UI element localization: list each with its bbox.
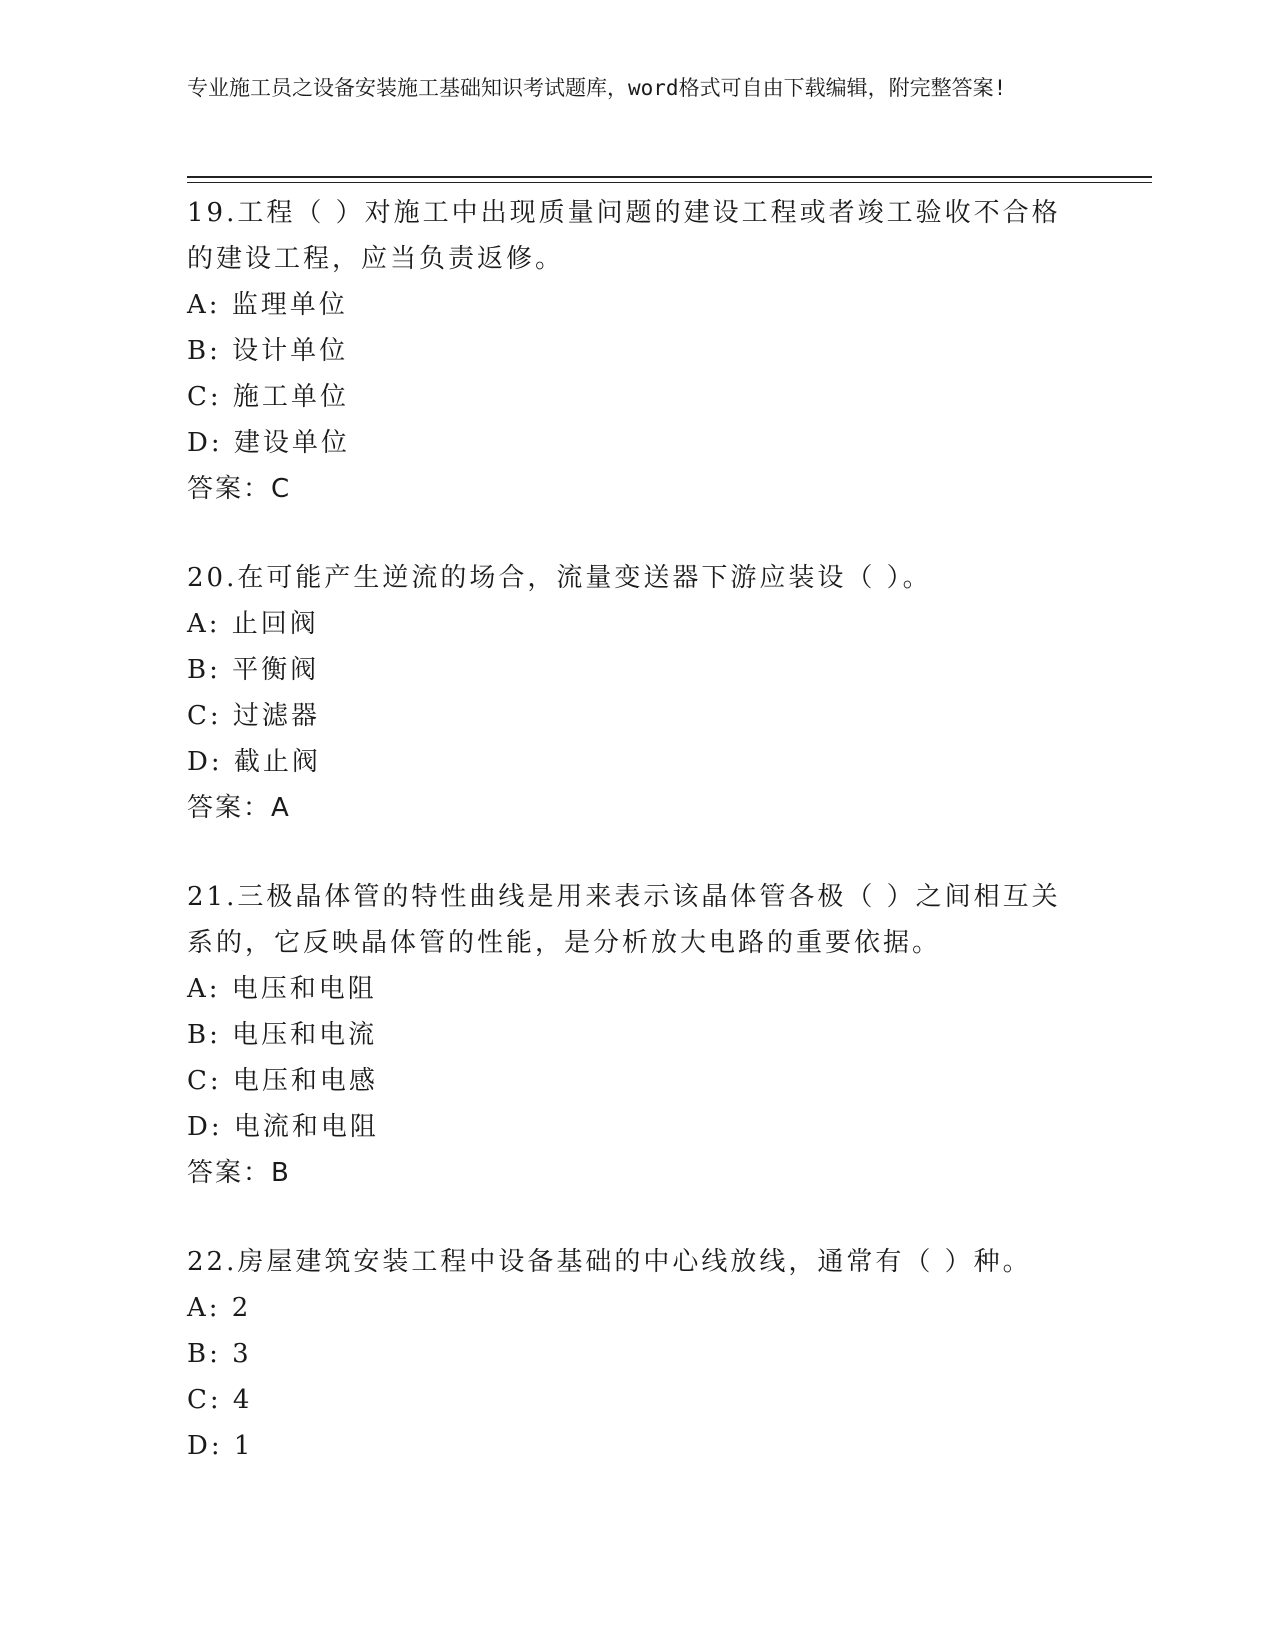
header-note: 专业施工员之设备安装施工基础知识考试题库，word格式可自由下载编辑，附完整答案! bbox=[187, 76, 1007, 100]
option-c: C: 电压和电感 bbox=[187, 1066, 378, 1096]
question-19 bbox=[187, 190, 1067, 512]
option-a: A: 电压和电阻 bbox=[187, 974, 377, 1004]
option-a: A: 止回阀 bbox=[187, 609, 319, 639]
question-stem: 22.房屋建筑安装工程中设备基础的中心线放线，通常有（ ）种。 bbox=[187, 1247, 1032, 1277]
option-b: B: 3 bbox=[187, 1339, 252, 1369]
question-21 bbox=[187, 874, 1067, 1196]
option-c: C: 4 bbox=[187, 1385, 253, 1415]
option-a: A: 2 bbox=[187, 1293, 252, 1323]
question-stem: 21.三极晶体管的特性曲线是用来表示该晶体管各极（ ）之间相互关系的，它反映晶体管的性能，是分析放大电路的重要依据。 bbox=[187, 882, 1061, 958]
question-stem: 20.在可能产生逆流的场合，流量变送器下游应装设（ ）。 bbox=[187, 563, 932, 593]
option-d: D: 1 bbox=[187, 1431, 254, 1461]
option-c: C: 过滤器 bbox=[187, 701, 320, 731]
answer: 答案：A bbox=[187, 793, 291, 823]
question-stem: 19.工程（ ）对施工中出现质量问题的建设工程或者竣工验收不合格的建设工程，应当负责返修。 bbox=[187, 198, 1061, 274]
option-a: A: 监理单位 bbox=[187, 290, 348, 320]
header-divider-thick bbox=[187, 176, 1152, 178]
header-divider-thin bbox=[187, 182, 1152, 183]
option-d: D: 截止阀 bbox=[187, 747, 321, 777]
question-22 bbox=[187, 1239, 1067, 1469]
question-20 bbox=[187, 555, 1067, 831]
question-list bbox=[187, 190, 1067, 1512]
answer: 答案：C bbox=[187, 474, 292, 504]
option-c: C: 施工单位 bbox=[187, 382, 349, 412]
option-b: B: 电压和电流 bbox=[187, 1020, 378, 1050]
option-d: D: 电流和电阻 bbox=[187, 1112, 379, 1142]
option-b: B: 设计单位 bbox=[187, 336, 349, 366]
option-d: D: 建设单位 bbox=[187, 428, 350, 458]
answer: 答案：B bbox=[187, 1158, 291, 1188]
option-b: B: 平衡阀 bbox=[187, 655, 320, 685]
